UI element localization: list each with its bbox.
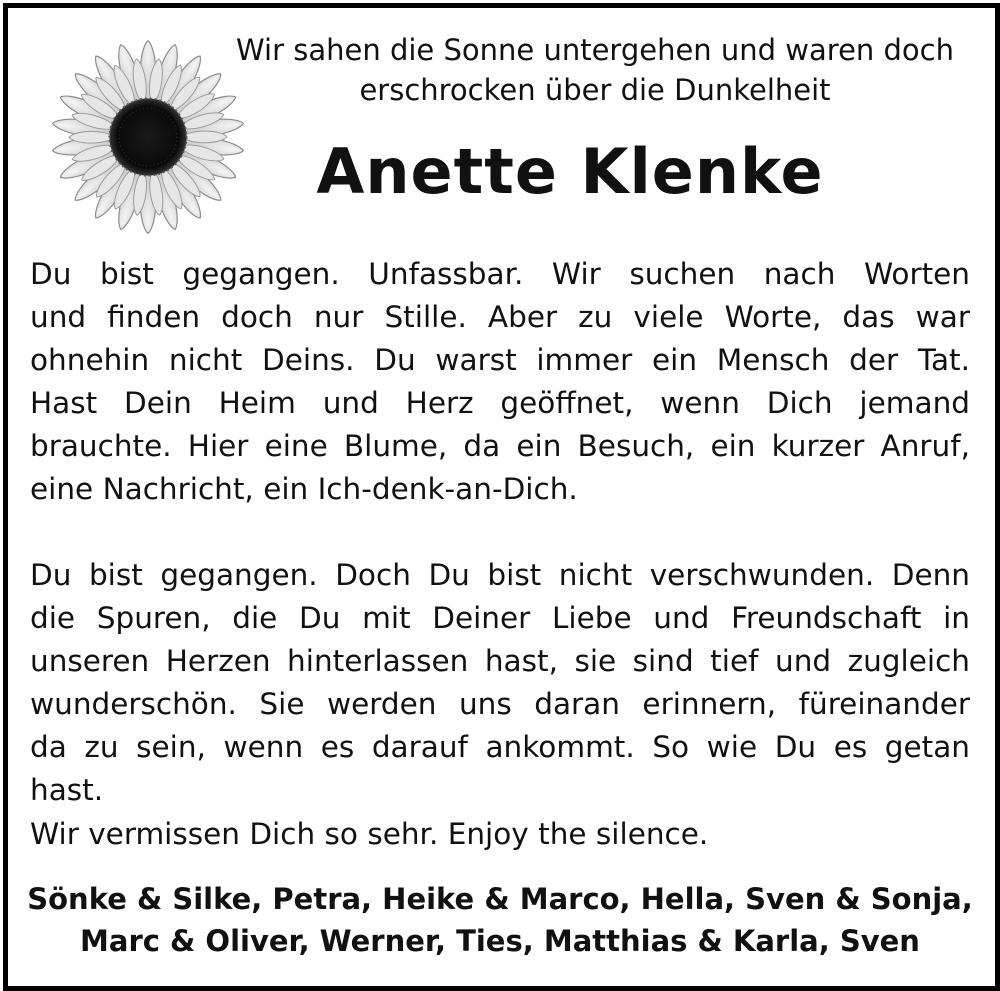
- paragraph-line: ohnehin nicht Deins. Du warst immer ein Mensch der Tat.: [30, 343, 970, 377]
- closing-line: [30, 813, 970, 856]
- deceased-name: Anette Klenke: [316, 135, 824, 208]
- signers-line-2: Marc & Oliver, Werner, Ties, Matthias & Karla, Sven: [80, 924, 920, 958]
- signers-line-1: Sönke & Silke, Petra, Heike & Marco, Hella, Sven & Sonja,: [27, 882, 973, 916]
- paragraph-line: Du bist gegangen. Doch Du bist nicht verschwunden. Denn: [30, 558, 970, 592]
- paragraph-1: [30, 253, 970, 511]
- paragraph-line: wunderschön. Sie werden uns daran erinnern, füreinander: [30, 687, 970, 721]
- paragraph-line: die Spuren, die Du mit Deiner Liebe und Freundschaft in: [30, 601, 970, 635]
- verse-line-1: Wir sahen die Sonne untergehen und waren doch: [236, 33, 954, 67]
- paragraph-line: unseren Herzen hinterlassen hast, sie sind tief und zugleich: [30, 644, 970, 678]
- closing-text: Wir vermissen Dich so sehr. Enjoy the silence.: [30, 817, 709, 851]
- paragraph-line: Du bist gegangen. Unfassbar. Wir suchen nach Worten: [30, 257, 970, 291]
- paragraph-line: hast.: [30, 773, 104, 807]
- paragraph-line: da zu sein, wenn es darauf ankommt. So wie Du es getan: [30, 730, 970, 764]
- verse: [210, 30, 980, 110]
- verse-line-2: erschrocken über die Dunkelheit: [359, 73, 831, 107]
- paragraph-line: eine Nachricht, ein Ich-denk-an-Dich.: [30, 472, 578, 506]
- paragraph-2: [30, 554, 970, 812]
- paragraph-line: Hast Dein Heim und Herz geöffnet, wenn Dich jemand: [30, 386, 970, 420]
- signers: [20, 878, 980, 962]
- paragraph-line: brauchte. Hier eine Blume, da ein Besuch, ein kurzer Anruf,: [30, 429, 970, 463]
- paragraph-line: und finden doch nur Stille. Aber zu viele Worte, das war: [30, 300, 970, 334]
